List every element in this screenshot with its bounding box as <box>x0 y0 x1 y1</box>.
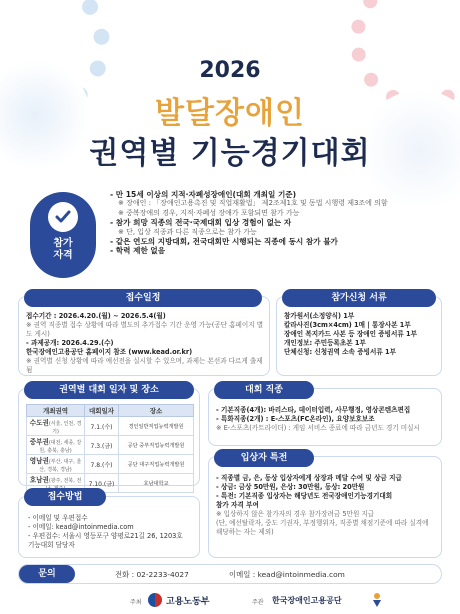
prizes-line: 해당하는 자는 제외) <box>216 528 274 536</box>
documents-line: 장애인 복지카드 사본 등 장애인 증빙서류 1부 <box>284 330 418 338</box>
eligibility-item: ※ 단, 입상 직종과 다른 직종으로는 참가 가능 <box>118 227 257 236</box>
regions-table <box>26 404 194 493</box>
schedule-line: ※ 권역별 신청 상황에 따라 예선전을 실시할 수 있으며, 과제는 본선과 다르게 출제됨 <box>26 357 263 374</box>
region-name: 수도권 <box>29 419 49 427</box>
documents-line: 개인정보: 주민등록초본 1부 <box>284 339 366 347</box>
eligibility-list <box>110 190 440 256</box>
method-line: - 이메일 및 우편접수 <box>28 514 88 522</box>
footer <box>0 588 460 614</box>
table-row <box>27 436 194 455</box>
prizes-line: - 직종별 금, 은, 동상 입상자에게 상장과 메달 수여 및 상금 지급 <box>216 474 402 482</box>
kead-logo-icon <box>370 592 384 608</box>
documents-line: 칼라사진(3cm×4cm) 1매 | 통장사본 1부 <box>284 321 411 329</box>
eligibility-item: - 참가 희망 직종의 전국·국제대회 입상 경험이 없는 자 <box>110 218 292 228</box>
contact-phone: 전화 : 02-2233-4027 <box>115 570 189 579</box>
region-areas: (부산, 대구, 울산, 경북, 경남) <box>39 459 82 473</box>
place-cell: 공단 중부직업능력개발원 <box>119 436 194 455</box>
eligibility-label-2: 자격 <box>53 250 73 261</box>
region-areas: (광주, 전북, 전 <box>48 478 82 484</box>
events-line: - 기본직종(4개): 바리스타, 데이터입력, 사무행정, 영상콘텐츠편집 <box>216 406 411 414</box>
schedule-line: ※ 권역 직종별 접수 상황에 따라 별도의 추가접수 기간 운영 가능(공단 홈페이지 별도 게시) <box>26 321 264 338</box>
title-line-1: 발달장애인 <box>155 96 305 131</box>
documents-line: 참가원서(소정양식) 1부 <box>284 312 355 320</box>
region-name: 중부권 <box>29 438 49 446</box>
prizes-title: 입상자 특전 <box>214 449 314 467</box>
method-title: 접수방법 <box>24 488 106 506</box>
contact-title: 문의 <box>19 565 75 583</box>
schedule-content <box>26 312 266 375</box>
prizes-line: (단, 예선탈락자, 중도 기권자, 부정행위자, 직종별 채점기준에 따라 실격에 <box>216 519 429 527</box>
table-header: 장소 <box>119 405 194 417</box>
region-cell <box>27 417 85 436</box>
region-cell <box>27 436 85 455</box>
date-cell: 7.3.(금) <box>85 436 119 455</box>
eligibility-item: - 같은 연도의 지방대회, 전국대회만 시행되는 직종에 동시 참가 불가 <box>110 237 338 247</box>
contact-email[interactable]: 이메일 : kead@intoinmedia.com <box>229 570 345 579</box>
eligibility-item: ※ 장애인 : 「장애인고용촉진 및 직업재활법」 제2조제1호 및 동법 시행령 제3조에 의함 <box>118 199 388 208</box>
schedule-line: 접수기간 : 2026.4.20.(월) ~ 2026.5.4(월) <box>26 312 166 320</box>
method-line: - 이메일: kead@intoinmedia.com <box>28 523 134 531</box>
prizes-line: ※ 입상하지 않은 참가자의 경우 참가장려금 5만원 지급 <box>216 510 375 518</box>
hero-header <box>0 0 460 190</box>
check-icon <box>48 202 78 232</box>
region-areas: (대전, 세종, 강원, 충북, 충남) <box>39 440 82 454</box>
events-line: ※ E-스포츠(카트라이더) : 게임 서비스 종료에 따라 금년도 경기 미실시 <box>216 424 420 432</box>
events-line: - 특화직종(2개) : E-스포츠(FC온라인), 요양보호보조 <box>216 415 375 423</box>
events-title: 대회 직종 <box>214 381 314 399</box>
table-header: 대회일자 <box>85 405 119 417</box>
schedule-line: 한국장애인고용공단 홈페이지 참조 (www.kead.or.kr) <box>26 348 193 356</box>
contact-bar <box>18 564 442 584</box>
date-cell: 7.10.(금) <box>85 474 119 493</box>
host-label: 주최 <box>130 599 142 606</box>
organizer-name: 한국장애인고용공단 <box>272 596 342 605</box>
documents-content <box>284 312 440 357</box>
documents-line: 단체신청: 신청권역 소속 증빙서류 1부 <box>284 348 396 356</box>
regions-title: 권역별 대회 일자 및 장소 <box>24 381 194 399</box>
eligibility-item: - 학력 제한 없음 <box>110 246 166 256</box>
prizes-line: - 상금: 금상 50만원, 은상: 30만원, 동상: 20만원 <box>216 483 365 491</box>
place-cell: 공단 대구직업능력개발원 <box>119 455 194 474</box>
table-row <box>27 455 194 474</box>
table-row <box>27 417 194 436</box>
eligibility-item: ※ 중복장애의 경우, 지적·자폐성 장애가 포함되면 참가 가능 <box>118 208 300 217</box>
prizes-line: 참가 자격 부여 <box>216 501 259 509</box>
region-cell <box>27 455 85 474</box>
table-header: 개최권역 <box>27 405 85 417</box>
region-name: 호남권 <box>29 476 49 484</box>
place-cell: 경인일반직업능력개발원 <box>119 417 194 436</box>
taegeuk-logo-icon <box>148 593 162 607</box>
eligibility-label <box>30 238 96 262</box>
method-line: - 우편접수: 서울시 영등포구 양평로21길 26, 1203호 <box>28 532 183 540</box>
date-cell: 7.8.(수) <box>85 455 119 474</box>
eligibility-badge <box>30 192 96 278</box>
method-content <box>28 514 198 550</box>
title-line-2: 권역별 기능경기대회 <box>89 136 371 171</box>
prizes-content <box>216 474 440 537</box>
event-year: 2026 <box>199 58 261 83</box>
place-cell: 호남대학교 <box>119 474 194 493</box>
region-areas: (서울, 인천, 경기) <box>48 421 82 435</box>
schedule-line: - 과제공개: 2026.4.29.(수) <box>26 339 114 347</box>
date-cell: 7.1.(수) <box>85 417 119 436</box>
documents-title: 참가신청 서류 <box>282 289 436 307</box>
host-name: 고용노동부 <box>166 597 210 607</box>
schedule-title: 접수일정 <box>24 289 262 307</box>
prizes-line: - 특전: 기본직종 입상자는 해당년도 전국장애인기능경기대회 <box>216 492 393 500</box>
organizer-label: 주관 <box>252 599 264 606</box>
eligibility-section <box>18 190 442 282</box>
events-content <box>216 406 440 433</box>
method-line: 기능대회 담당자 <box>28 541 75 549</box>
region-name: 영남권 <box>29 457 49 465</box>
eligibility-label-1: 참가 <box>53 238 73 249</box>
eligibility-item: - 만 15세 이상의 지적·자폐성장애인(대회 개최일 기준) <box>110 190 297 199</box>
